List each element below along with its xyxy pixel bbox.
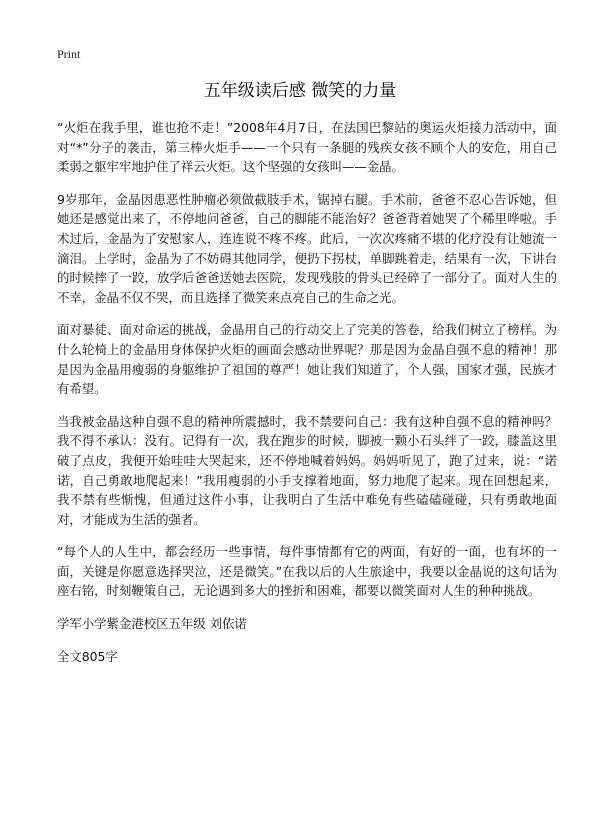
paragraph-1: “火炬在我手里，谁也抢不走！”2008年4月7日，在法国巴黎站的奥运火炬接力活动中，面对“*”分子的袭击，第三棒火炬手——一个只有一条腿的残疾女孩不顾个人的安危，用自己柔弱之躯牢牢地护住了祥云火炬。这个坚强的女孩叫——金晶。 [57,120,557,175]
paragraph-2: 9岁那年，金晶因患恶性肿瘤必须做截肢手术，锯掉右腿。手术前，爸爸不忍心告诉她，但她还是感觉出来了，不停地问爸爸，自己的脚能不能治好？爸爸背着她哭了个稀里哗啦。手术过后，金晶为了安慰家人，连连说不疼不疼。此后，一次次疼痛不堪的化疗没有让她流一滴泪。上学时，金晶为了不妨碍其他同学，便扔下拐杖，单脚跳着走，结果有一次，下讲台的时候摔了一跤，放学后爸爸送她去医院，发现残肢的骨头已经碎了一部分了。面对人生的不幸，金晶不仅不哭，而且选择了微笑来点亮自己的生命之光。 [57,191,557,305]
paragraph-5: “每个人的人生中，都会经历一些事情，每件事情都有它的两面，有好的一面，也有坏的一面，关键是你愿意选择哭泣，还是微笑。”在我以后的人生旅途中，我要以金晶说的这句话为座右铭，时刻鞭策自己，无论遇到多大的挫折和困难，都要以微笑面对人生的种种挑战。 [57,544,557,599]
article-body [57,118,557,680]
paragraph-4: 当我被金晶这种自强不息的精神所震撼时，我不禁要问自己：我有这种自强不息的精神吗？我不得不承认：没有。记得有一次，我在跑步的时候，脚被一颗小石头绊了一跤，膝盖这里破了点皮，我便开始哇哇大哭起来，还不停地喊着妈妈。妈妈听见了，跑了过来，说：“诺诺，自己勇敢地爬起来！”我用瘦弱的小手支撑着地面，努力地爬了起来。现在回想起来，我不禁有些惭愧，但通过这件小事，让我明白了生活中难免有些磕磕碰碰，只有勇敢地面对，才能成为生活的强者。 [57,413,557,527]
author-line: 学军小学紫金港校区五年级 刘依诺 [57,616,247,632]
word-count: 全文805字 [57,649,118,665]
print-link[interactable]: Print [57,47,81,61]
paragraph-3: 面对暴徒、面对命运的挑战，金晶用自己的行动交上了完美的答卷，给我们树立了榜样。为什么轮椅上的金晶用身体保护火炬的画面会感动世界呢？那是因为金晶自强不息的精神！那是因为金晶用瘦弱的身躯维护了祖国的尊严！她让我们知道了，个人强，国家才强，民族才有希望。 [57,322,557,397]
article-title: 五年级读后感 微笑的力量 [203,81,397,101]
